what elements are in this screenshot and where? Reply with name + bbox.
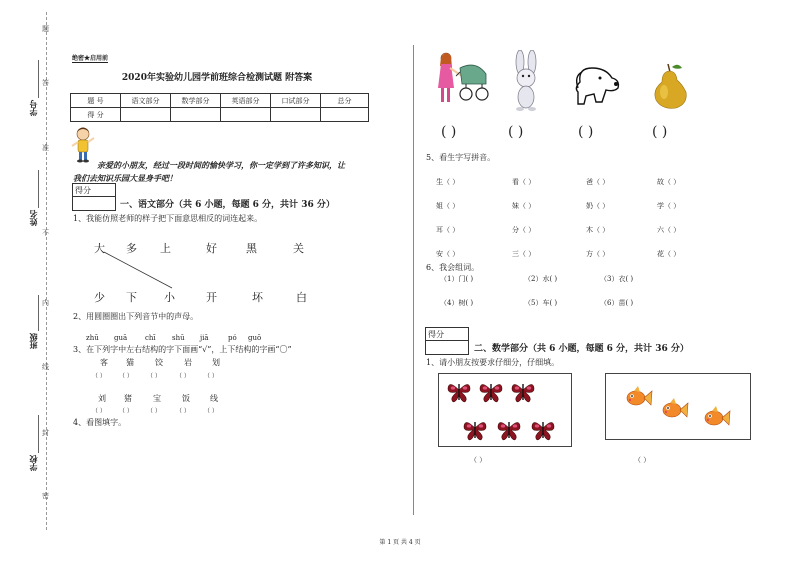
top-word[interactable]: 黑 [246,242,257,255]
margin-char: 内 [42,299,49,307]
structure-char: 猪 [124,394,132,403]
top-word[interactable]: 上 [160,242,171,255]
picture-answer-paren[interactable]: ( ) [508,124,524,140]
margin-char: 封 [42,429,49,437]
pinyin-answer[interactable]: 六（ ） [657,226,681,234]
dog-image [572,62,622,108]
math-answer-2[interactable]: （ ） [634,456,651,464]
secret-tag: 绝密★启用前 [72,55,109,62]
score-table [70,93,369,122]
top-word[interactable]: 多 [126,242,137,255]
bottom-word[interactable]: 坏 [252,291,263,304]
intro-line-1: 亲爱的小朋友，经过一段时间的愉快学习，你一定学到了许多知识，让 [97,160,345,170]
column-divider [413,45,414,515]
score-box-label: 得分 [75,186,91,195]
school-label: 学校 [28,455,38,471]
butterflies-picture [438,373,572,447]
score-header-cell: 题 号 [71,94,121,108]
chinese-q5-text: 5、看生字写拼音。 [426,153,496,162]
pinyin-syllable[interactable]: guā [114,334,128,342]
binding-dash-line [46,12,47,530]
picture-answer-paren[interactable]: ( ) [652,124,668,140]
pinyin-syllable[interactable]: zhū [86,334,99,342]
class-line [38,295,39,331]
word-answer[interactable]: （4）树( ) [440,299,474,307]
score-input-cell[interactable] [271,108,321,122]
margin-char: 不 [42,229,49,237]
margin-char: 准 [42,144,49,152]
chinese-q2-text: 2、用圆圈圈出下列音节中的声母。 [73,312,199,321]
score-header-cell: 总分 [321,94,369,108]
pinyin-syllable[interactable]: jiā [200,334,209,342]
pinyin-answer[interactable]: 故（ ） [657,178,681,186]
rabbit-image [508,50,544,112]
bottom-word[interactable]: 少 [94,291,105,304]
pinyin-answer[interactable]: 三（ ） [512,250,536,258]
word-answer[interactable]: （2）水( ) [524,275,558,283]
margin-char: 线 [42,363,49,371]
structure-char: 客 [100,358,108,367]
pinyin-syllable[interactable]: pó [228,334,237,342]
pinyin-answer[interactable]: 分（ ） [512,226,536,234]
pinyin-answer[interactable]: 花（ ） [657,250,681,258]
student-number-line [38,60,39,98]
score-box-label: 得分 [428,330,444,339]
picture-answer-paren[interactable]: ( ) [578,124,594,140]
score-header-cell: 英语部分 [221,94,271,108]
school-line [38,415,39,453]
chinese-q3-text: 3、在下列字中左右结构的字下面画“√”，上下结构的字画“〇” [73,345,292,354]
score-input-cell[interactable] [321,108,369,122]
answer-paren[interactable]: （ ） [176,408,190,415]
word-answer[interactable]: （6）苗( ) [600,299,634,307]
pinyin-answer[interactable]: 木（ ） [586,226,610,234]
name-line [38,170,39,208]
structure-char: 划 [212,358,220,367]
score-box-divider [426,340,468,341]
score-input-cell[interactable] [221,108,271,122]
math-q1-text: 1、请小朋友按要求仔细分，仔细填。 [426,358,560,367]
name-label: 姓名 [28,210,38,226]
word-answer[interactable]: （1）门( ) [440,275,474,283]
pinyin-syllable[interactable]: guō [248,334,262,342]
pear-image [648,62,690,110]
page-number: 第 1 页 共 4 页 [379,539,421,546]
answer-paren[interactable]: （ ） [119,373,133,380]
structure-char: 岩 [184,358,192,367]
margin-char: 密 [42,492,49,500]
pinyin-answer[interactable]: 方（ ） [586,250,610,258]
answer-paren[interactable]: （ ） [176,373,190,380]
pinyin-answer[interactable]: 看（ ） [512,178,536,186]
pinyin-answer[interactable]: 安（ ） [436,250,460,258]
pinyin-syllable[interactable]: chī [145,334,156,342]
pinyin-answer[interactable]: 学（ ） [657,202,681,210]
section2-score-box[interactable] [425,327,469,355]
structure-char: 饺 [155,358,163,367]
margin-char: 题 [42,25,49,33]
word-answer[interactable]: （5）车( ) [524,299,558,307]
pinyin-answer[interactable]: 妹（ ） [512,202,536,210]
bottom-word[interactable]: 开 [206,291,217,304]
class-label: 班级 [28,333,38,349]
pinyin-answer[interactable]: 姐（ ） [436,202,460,210]
section2-title: 二、数学部分（共 6 小题，每题 6 分，共计 36 分） [474,344,689,354]
girl-with-stroller-image [432,50,492,110]
pinyin-answer[interactable]: 奶（ ） [586,202,610,210]
top-word[interactable]: 大 [94,242,105,255]
pinyin-answer[interactable]: 生（ ） [436,178,460,186]
section1-title: 一、语文部分（共 6 小题，每题 6 分，共计 36 分） [120,200,335,210]
score-input-cell[interactable] [171,108,221,122]
chinese-q6-text: 6、我会组词。 [426,263,480,272]
bottom-word[interactable]: 下 [126,291,137,304]
bottom-word[interactable]: 小 [164,291,175,304]
answer-paren[interactable]: （ ） [92,408,106,415]
bottom-word[interactable]: 白 [296,291,307,304]
answer-paren[interactable]: （ ） [119,408,133,415]
pinyin-answer[interactable]: 爸（ ） [586,178,610,186]
answer-paren[interactable]: （ ） [147,408,161,415]
section1-score-box[interactable] [72,183,116,211]
cartoon-child-illustration [70,126,96,164]
structure-char: 刘 [98,394,106,403]
structure-char: 饭 [182,394,190,403]
answer-paren[interactable]: （ ） [147,373,161,380]
pinyin-answer[interactable]: 耳（ ） [436,226,460,234]
answer-paren[interactable]: （ ） [204,408,218,415]
intro-line-2: 我们去知识乐园大显身手吧！ [73,173,177,183]
margin-char: 答 [42,79,49,87]
structure-char: 宝 [153,394,161,403]
fish-picture [605,373,751,440]
structure-char: 线 [210,394,218,403]
matching-line-example [100,250,180,292]
top-word[interactable]: 好 [206,242,217,255]
score-row-label: 得 分 [71,108,121,122]
chinese-q1-text: 1、我能仿照老师的样子把下面意思相反的词连起来。 [73,214,263,223]
score-header-cell: 数学部分 [171,94,221,108]
score-header-cell: 口试部分 [271,94,321,108]
math-answer-1[interactable]: （ ） [470,456,487,464]
score-box-divider [73,196,115,197]
score-header-cell: 语文部分 [121,94,171,108]
word-answer[interactable]: （3）衣( ) [600,275,634,283]
answer-paren[interactable]: （ ） [204,373,218,380]
student-number-label: 学号 [28,100,38,116]
picture-answer-paren[interactable]: ( ) [441,124,457,140]
top-word[interactable]: 关 [293,242,304,255]
score-input-cell[interactable] [121,108,171,122]
page-title: 2020年实验幼儿园学前班综合检测试题 附答案 [121,73,313,83]
pinyin-syllable[interactable]: shū [172,334,185,342]
chinese-q4-text: 4、看图填字。 [73,418,127,427]
answer-paren[interactable]: （ ） [92,373,106,380]
structure-char: 猫 [126,358,134,367]
